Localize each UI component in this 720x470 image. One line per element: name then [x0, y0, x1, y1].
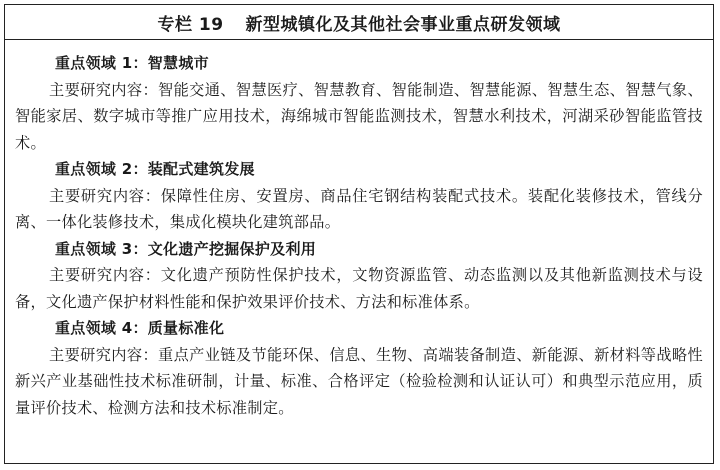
- column-content: [5, 40, 713, 421]
- column-title: 新型城镇化及其他社会事业重点研发领域: [245, 14, 561, 35]
- column-label: 专栏 19: [157, 14, 224, 35]
- section-title-smart-city: 重点领域 1：智慧城市: [55, 54, 209, 72]
- section-content-smart-city: 主要研究内容：智能交通、智慧医疗、智慧教育、智能制造、智慧能源、智慧生态、智慧气象、智能家居、数字城市等推广应用技术，海绵城市智能监测技术，智慧水利技术，河湖采砂智能监管技术。: [15, 80, 703, 152]
- section-title-prefab-building: 重点领域 2：装配式建筑发展: [55, 160, 255, 178]
- section-title-cultural-heritage: 重点领域 3：文化遗产挖掘保护及利用: [55, 239, 317, 258]
- section-content-cultural-heritage: 主要研究内容：文化遗产预防性保护技术，文物资源监管、动态监测以及其他新监测技术与设备，文化遗产保护材料性能和保护效果评价技术、方法和标准体系。: [15, 266, 703, 311]
- column-header: [5, 5, 713, 40]
- column-box: [4, 4, 714, 464]
- section-content-prefab-building: 主要研究内容：保障性住房、安置房、商品住宅钢结构装配式技术。装配化装修技术，管线分离、一体化装修技术，集成化模块化建筑部品。: [15, 186, 703, 231]
- section-title-quality-standards: 重点领域 4：质量标准化: [55, 319, 225, 337]
- section-content-quality-standards: 主要研究内容：重点产业链及节能环保、信息、生物、高端装备制造、新能源、新材料等战略性新兴产业基础性技术标准研制，计量、标准、合格评定（检验检测和认证认可）和典型示范应用，质量评价技术、检测方法和技术标准制定。: [15, 345, 703, 417]
